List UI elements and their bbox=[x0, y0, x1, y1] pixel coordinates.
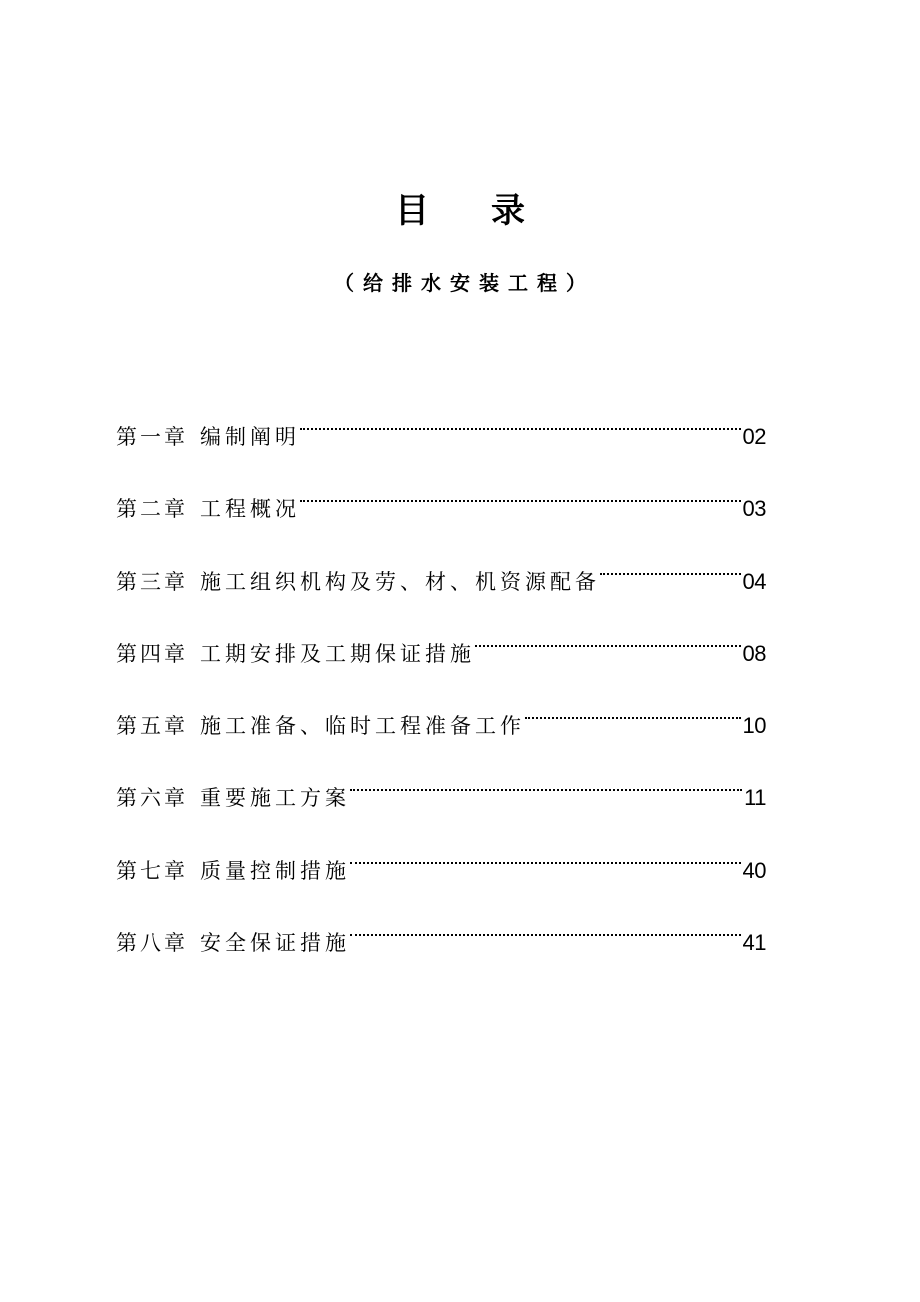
toc-dot-leader bbox=[525, 697, 743, 733]
toc-page-number: 10 bbox=[742, 713, 766, 739]
toc-chapter-label: 第六章 bbox=[116, 786, 188, 811]
toc-heading: 安全保证措施 bbox=[200, 931, 350, 956]
toc-chapter-label: 第四章 bbox=[116, 641, 188, 666]
toc-page-number: 02 bbox=[742, 424, 766, 449]
toc-dot-leader bbox=[300, 480, 743, 516]
toc-heading: 施工组织机构及劳、材、机资源配备 bbox=[200, 569, 600, 594]
toc-heading: 质量控制措施 bbox=[200, 858, 350, 883]
toc-heading: 工期安排及工期保证措施 bbox=[200, 641, 475, 666]
toc-heading: 施工准备、临时工程准备工作 bbox=[200, 714, 525, 739]
table-of-contents bbox=[116, 408, 766, 986]
toc-entry[interactable] bbox=[116, 914, 766, 956]
toc-page-number: 41 bbox=[742, 930, 766, 956]
toc-entry[interactable] bbox=[116, 842, 766, 883]
toc-chapter-label: 第五章 bbox=[116, 714, 188, 739]
page-title: 目录 bbox=[395, 191, 587, 231]
toc-heading: 重要施工方案 bbox=[200, 786, 350, 811]
toc-chapter-label: 第八章 bbox=[116, 931, 188, 956]
toc-dot-leader bbox=[475, 625, 743, 661]
toc-chapter-label: 第三章 bbox=[116, 569, 188, 594]
toc-chapter-label: 第七章 bbox=[116, 858, 188, 883]
toc-dot-leader bbox=[600, 553, 743, 589]
toc-chapter-label: 第一章 bbox=[116, 425, 188, 449]
toc-dot-leader bbox=[300, 408, 743, 444]
toc-page-number: 03 bbox=[742, 496, 766, 522]
toc-entry[interactable] bbox=[116, 553, 766, 594]
toc-page-number: 08 bbox=[742, 640, 766, 666]
toc-entry[interactable] bbox=[116, 480, 766, 522]
toc-dot-leader bbox=[350, 842, 743, 878]
toc-heading: 工程概况 bbox=[200, 497, 300, 522]
toc-page-number: 04 bbox=[742, 568, 766, 594]
toc-dot-leader bbox=[350, 769, 744, 805]
toc-page-number: 40 bbox=[742, 857, 766, 883]
toc-page-number: 11 bbox=[744, 785, 766, 811]
page-subtitle: （给排水安装工程） bbox=[334, 271, 595, 295]
toc-entry[interactable] bbox=[116, 625, 766, 666]
toc-entry[interactable] bbox=[116, 408, 766, 449]
toc-chapter-label: 第二章 bbox=[116, 497, 188, 522]
toc-dot-leader bbox=[350, 914, 743, 950]
toc-entry[interactable] bbox=[116, 697, 766, 739]
toc-entry[interactable] bbox=[116, 769, 766, 811]
toc-heading: 编制阐明 bbox=[200, 425, 300, 449]
